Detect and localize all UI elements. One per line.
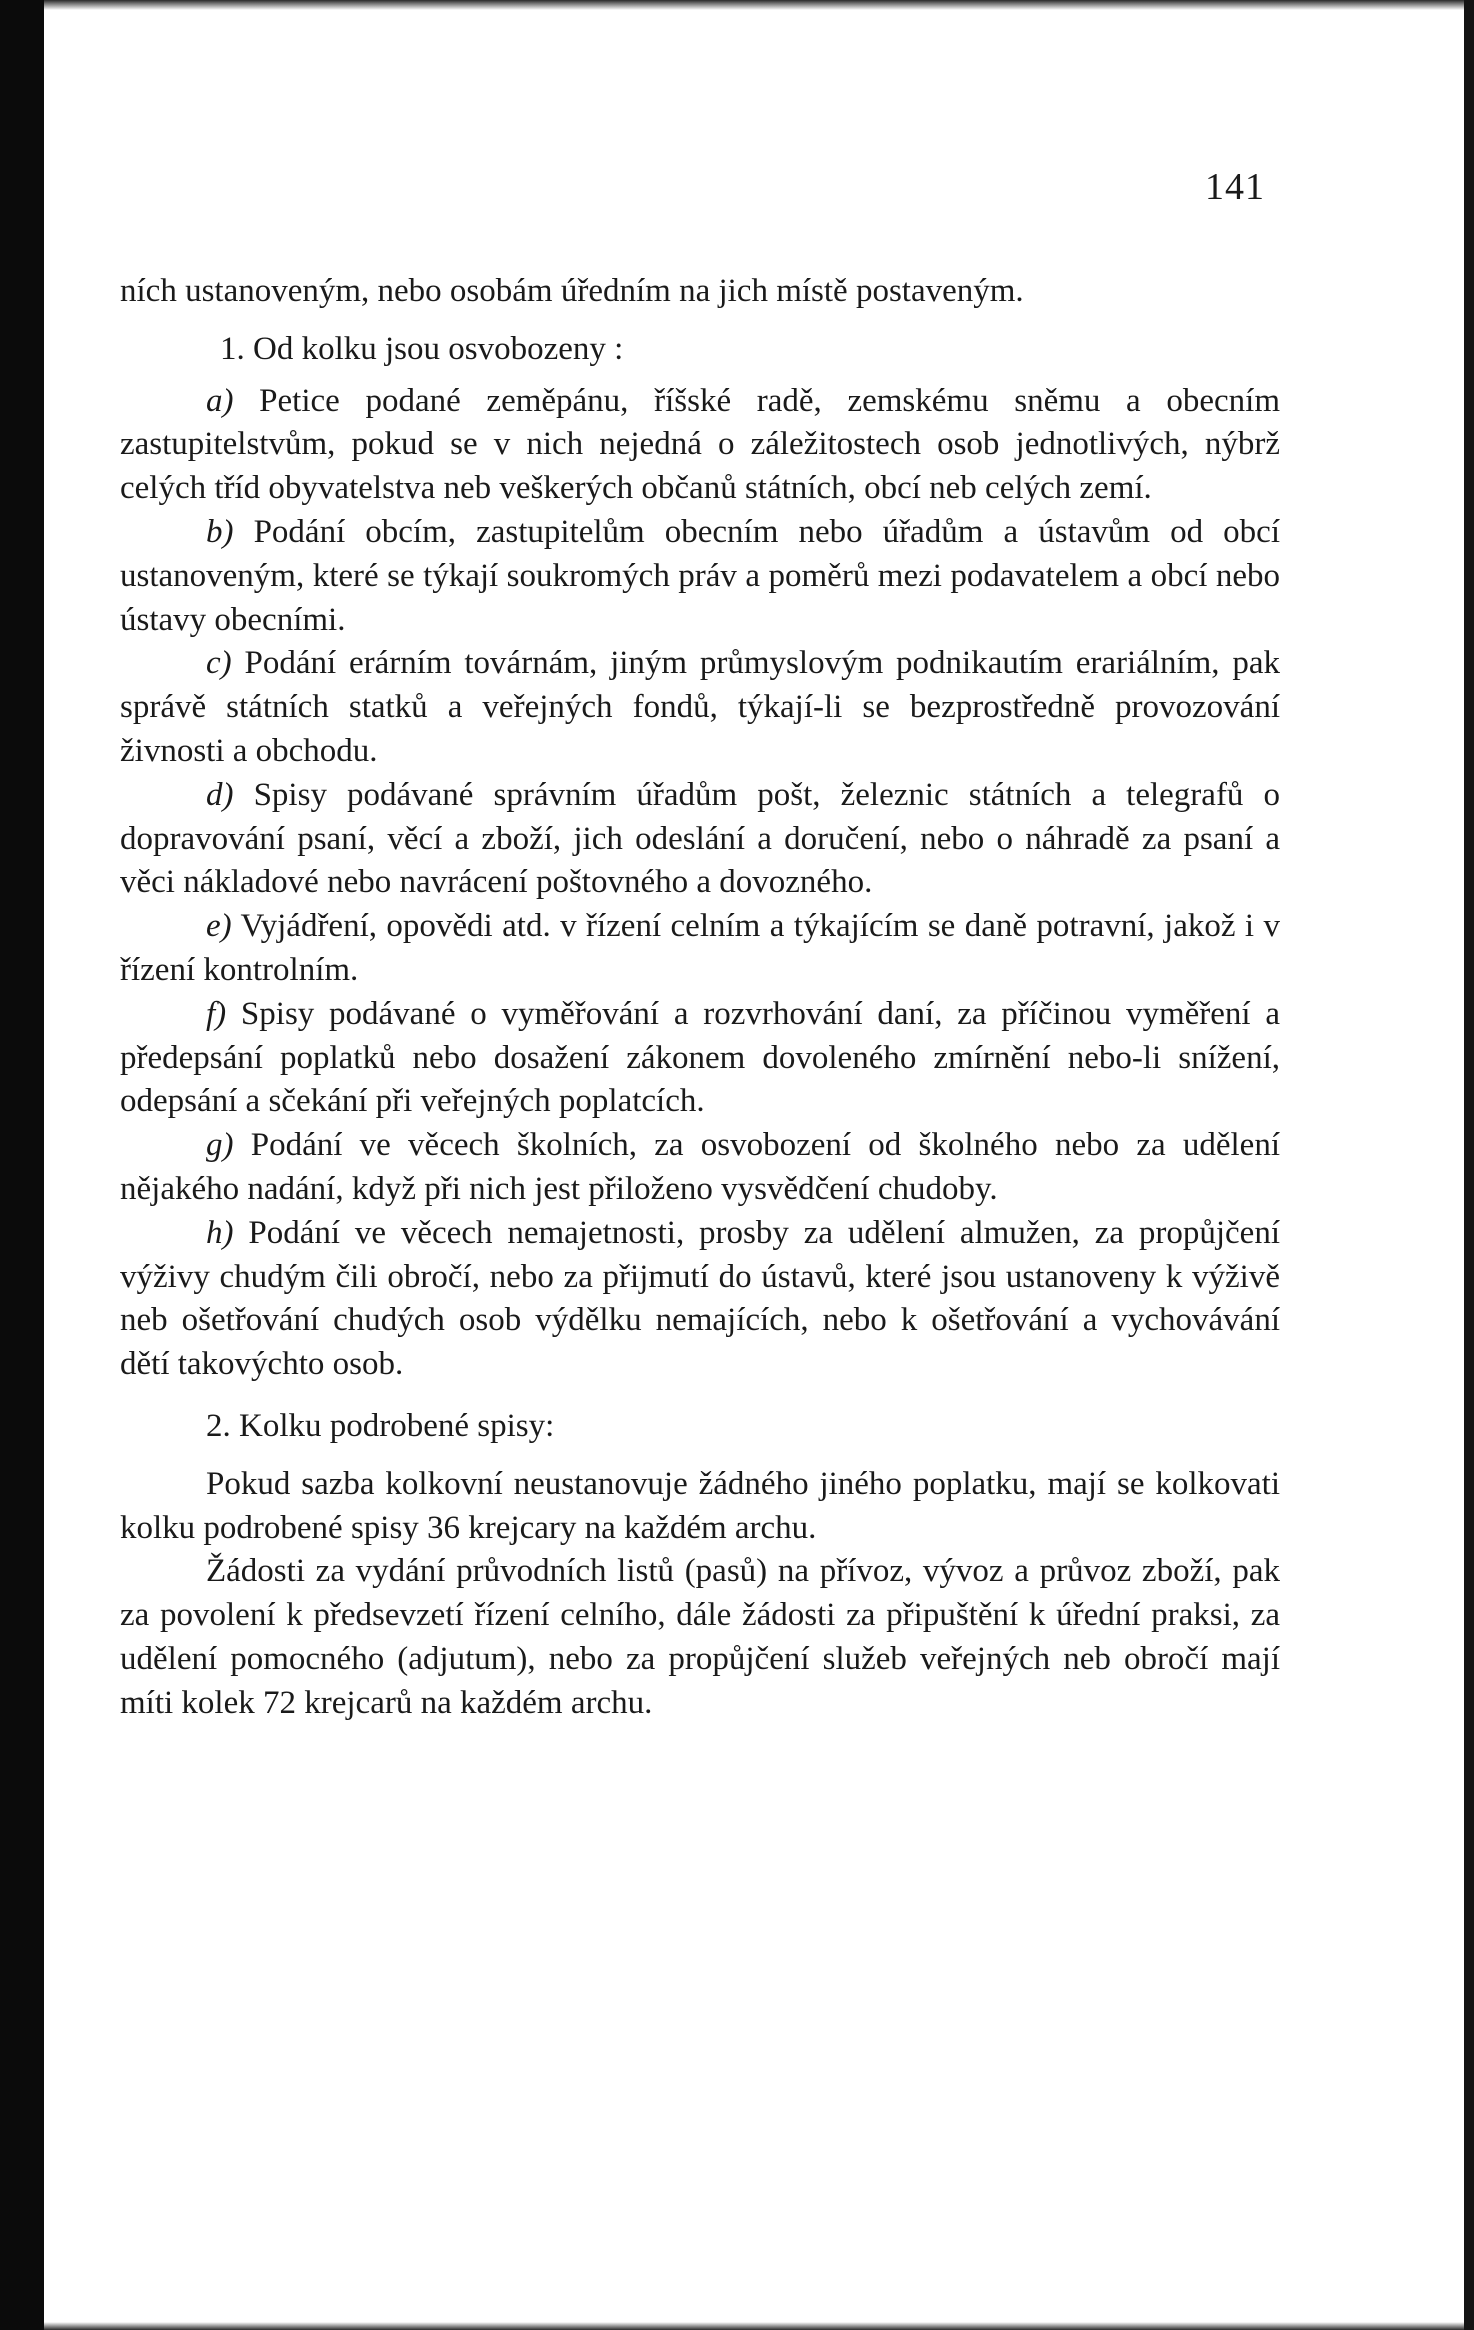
item-a [120,380,1280,511]
item-a-text: Petice podané zeměpánu, říšské radě, zemskému sněmu a obecním zastupitelstvům, pokud se v nich nejedná o záležitostech osob jednotlivých, nýbrž celých tříd obyvatelstva neb veškerých občanů státních, obcí neb celých zemí. [120,382,1281,507]
item-c-label: c) [206,645,232,682]
item-d-label: d) [206,776,234,813]
scan-border-left [0,0,44,2330]
page-number: 141 [1205,166,1265,208]
item-h [120,1212,1280,1387]
item-b-text: Podání obcím, zastupitelům obecním nebo úřadům a ústavům od obcí ustanoveným, které se týkají soukromých práv a poměrů mezi podavatelem a obcí nebo ústavy obecními. [120,513,1280,638]
item-g [120,1124,1280,1212]
item-c [120,642,1280,773]
item-b [120,511,1280,642]
item-g-text: Podání ve věcech školních, za osvobození od školného nebo za udělení nějakého nadání, když při nich jest přiloženo vysvědčení chudoby. [120,1127,1281,1207]
item-g-label: g) [206,1127,234,1164]
scan-border-top [44,0,1464,10]
paragraph-stamp-36: Pokud sazba kolkovní neustanovuje žádného jiného poplatku, mají se kolkovati kolku podrobené spisy 36 krejcary na každém archu. [120,1465,1280,1546]
item-h-label: h) [206,1214,234,1251]
item-f-label: f) [206,995,227,1032]
item-f-text: Spisy podávané o vyměřování a rozvrhování daní, za příčinou vyměření a předepsání poplatků nebo dosažení zákonem dovoleného zmírnění nebo-li snížení, odepsání a sčekání při veřejných poplatcích. [120,995,1280,1120]
page-body [120,270,1280,1726]
item-e [120,905,1280,993]
item-f [120,993,1280,1124]
item-d [120,774,1280,905]
section-heading-exempt: 1. Od kolku jsou osvobozeny : [220,330,624,367]
continuation-paragraph: ních ustanoveným, nebo osobám úředním na jich místě postaveným. [120,273,1024,309]
item-d-text: Spisy podávané správním úřadům pošt, železnic státních a telegrafů o dopravování psaní, věcí a zboží, jich odeslání a doručení, nebo o náhradě za psaní a věci nákladové nebo navrácení poštovného a dovozného. [120,776,1280,901]
section-heading-subject: 2. Kolku podrobené spisy: [206,1407,555,1444]
item-h-text: Podání ve věcech nemajetnosti, prosby za udělení almužen, za propůjčení výživy chudým čili obročí, nebo za přijmutí do ústavů, které jsou ustanoveny k výživě neb ošetřování chudých osob výdělku nemajících, nebo k ošetřování a vychovávání dětí takovýchto osob. [120,1214,1281,1383]
item-a-label: a) [206,382,234,419]
item-e-text: Vyjádření, opovědi atd. v řízení celním a týkajícím se daně potravní, jakož i v řízení kontrolním. [120,908,1280,988]
item-e-label: e) [206,908,232,945]
item-b-label: b) [206,513,234,550]
scan-border-bottom [44,2322,1464,2330]
item-c-text: Podání erárním továrnám, jiným průmyslovým podnikautím erariálním, pak správě státních statků a veřejných fondů, týkají-li se bezprostředně provozování živnosti a obchodu. [120,645,1280,769]
paragraph-stamp-72: Žádosti za vydání průvodních listů (pasů) na přívoz, vývoz a průvoz zboží, pak za povolení k předsevzetí řízení celního, dále žádosti za připuštění k úřední praksi, za udělení pomocného (adjutum), nebo za propůjčení služeb veřejných neb obročí mají míti kolek 72 krejcarů na každém archu. [120,1553,1280,1721]
scan-border-right [1464,0,1474,2330]
